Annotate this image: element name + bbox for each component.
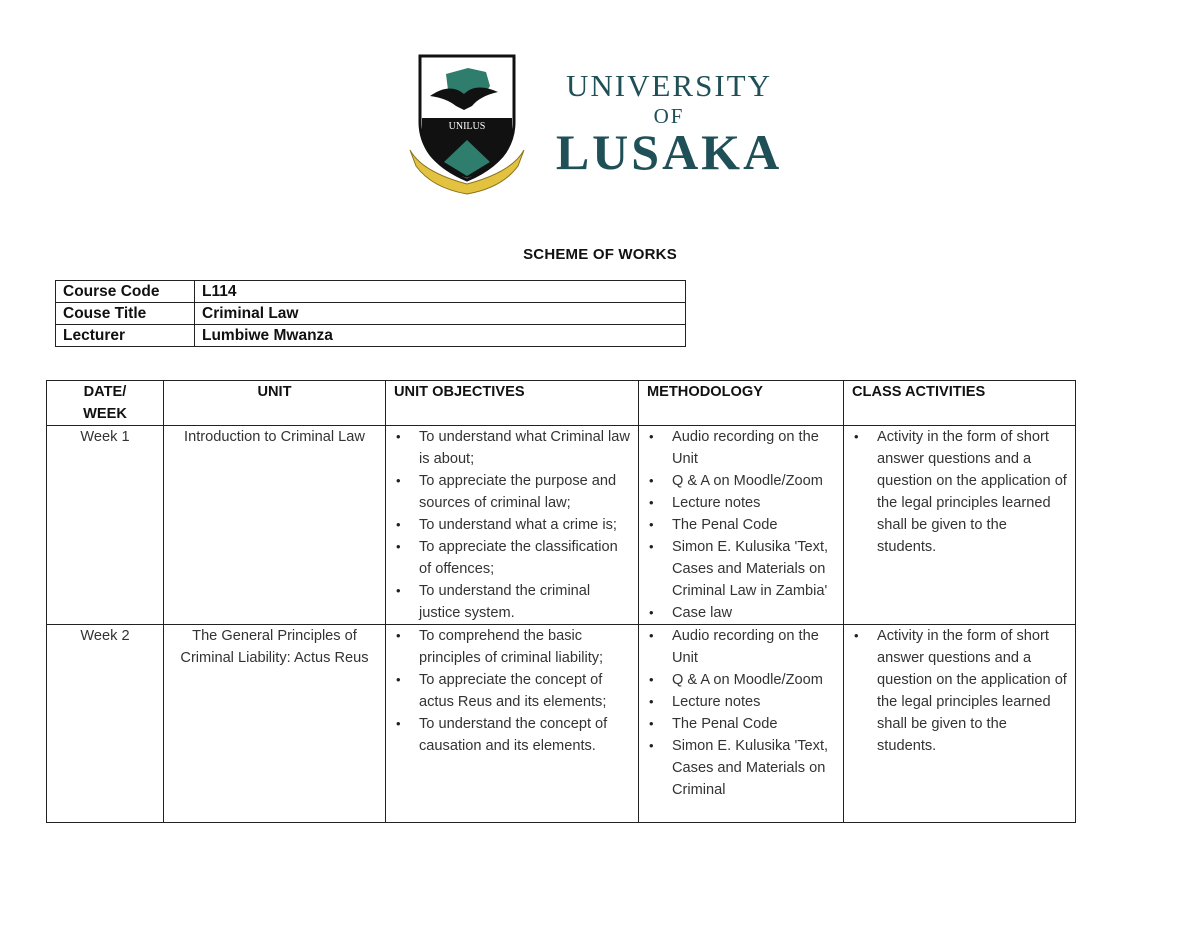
lecturer-value: Lumbiwe Mwanza: [195, 325, 686, 347]
lecturer-label: Lecturer: [56, 325, 195, 347]
list-item: • Audio recording on the Unit: [647, 625, 835, 669]
list-item: • Activity in the form of short answer questions and a question on the application of the legal principles learned shall be given to the students.: [852, 625, 1067, 757]
university-logo: [406, 52, 796, 200]
scheme-of-works-table: [46, 380, 1076, 823]
wordmark-line-2: OF: [653, 104, 685, 128]
list-item: • To appreciate the purpose and sources of criminal law;: [394, 470, 630, 514]
course-info-row: [56, 303, 686, 325]
university-crest-icon: [406, 52, 530, 198]
list-item: • Simon E. Kulusika 'Text, Cases and Materials on Criminal Law in Zambia': [647, 536, 835, 602]
list-item: • The Penal Code: [647, 713, 835, 735]
methodology-list: [647, 625, 835, 801]
methodology-list: [647, 426, 835, 624]
header-unit: UNIT: [164, 381, 386, 426]
document-title: SCHEME OF WORKS: [523, 246, 677, 263]
objectives-cell: [386, 426, 639, 625]
list-item: • To understand what a crime is;: [394, 514, 630, 536]
methodology-cell: [639, 426, 844, 625]
list-item: • Activity in the form of short answer questions and a question on the application of the legal principles learned shall be given to the students.: [852, 426, 1067, 558]
table-header-row: [47, 381, 1076, 426]
course-code-value: L114: [195, 281, 686, 303]
list-item: • Audio recording on the Unit: [647, 426, 835, 470]
header-week-line: WEEK: [83, 406, 127, 422]
list-item: • To comprehend the basic principles of criminal liability;: [394, 625, 630, 669]
course-info-table: [55, 280, 686, 347]
course-code-label: Course Code: [56, 281, 195, 303]
header-methodology: METHODOLOGY: [639, 381, 844, 426]
activities-list: [852, 625, 1067, 757]
course-title-label: Couse Title: [56, 303, 195, 325]
course-title-value: Criminal Law: [195, 303, 686, 325]
methodology-cell: [639, 625, 844, 823]
list-item: • Simon E. Kulusika 'Text, Cases and Materials on Criminal: [647, 735, 835, 801]
objectives-list: [394, 625, 630, 757]
course-info-row: [56, 281, 686, 303]
activities-list: [852, 426, 1067, 558]
header-activities: CLASS ACTIVITIES: [844, 381, 1076, 426]
week-cell: Week 1: [47, 426, 164, 625]
week-cell: Week 2: [47, 625, 164, 823]
list-item: • To appreciate the concept of actus Reus and its elements;: [394, 669, 630, 713]
wordmark-line-1: UNIVERSITY: [566, 68, 772, 103]
wordmark-line-3: LUSAKA: [555, 124, 783, 180]
header-date-week: [47, 381, 164, 426]
list-item: • To understand the criminal justice system.: [394, 580, 630, 624]
crest-label: UNILUS: [448, 121, 486, 132]
activities-cell: [844, 426, 1076, 625]
header-date-line: DATE/: [83, 384, 127, 400]
list-item: • To understand the concept of causation and its elements.: [394, 713, 630, 757]
list-item: • Lecture notes: [647, 691, 835, 713]
unit-cell: The General Principles of Criminal Liability: Actus Reus: [164, 625, 386, 823]
unit-cell: Introduction to Criminal Law: [164, 426, 386, 625]
course-info-row: [56, 325, 686, 347]
list-item: • Q & A on Moodle/Zoom: [647, 669, 835, 691]
activities-cell: [844, 625, 1076, 823]
list-item: • Lecture notes: [647, 492, 835, 514]
list-item: • To appreciate the classification of offences;: [394, 536, 630, 580]
objectives-list: [394, 426, 630, 624]
list-item: • To understand what Criminal law is about;: [394, 426, 630, 470]
table-row: [47, 426, 1076, 625]
methodology-clip: [647, 625, 835, 822]
header-objectives: UNIT OBJECTIVES: [386, 381, 639, 426]
table-row: [47, 625, 1076, 823]
list-item: • Case law: [647, 602, 835, 624]
list-item: • Q & A on Moodle/Zoom: [647, 470, 835, 492]
university-wordmark: [542, 68, 796, 180]
list-item: • The Penal Code: [647, 514, 835, 536]
objectives-cell: [386, 625, 639, 823]
